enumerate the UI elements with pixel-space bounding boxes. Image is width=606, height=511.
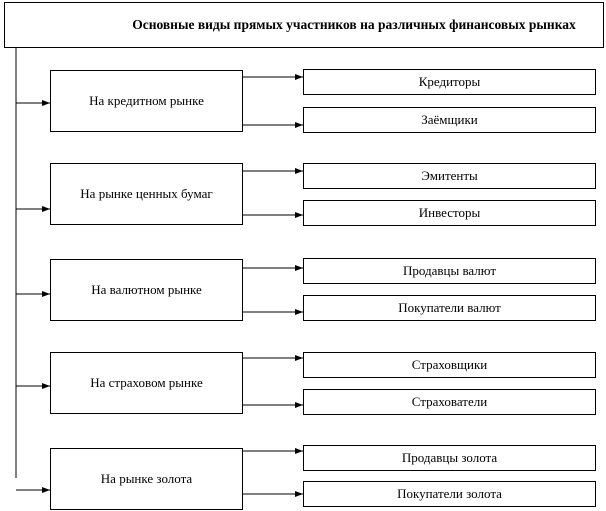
market-gold: На рынке золота — [50, 448, 243, 510]
market-securities: На рынке ценных бумаг — [50, 163, 243, 225]
participant-currency-sellers: Продавцы валют — [303, 258, 596, 284]
participant-investors: Инвесторы — [303, 200, 596, 226]
market-credit: На кредитном рынке — [50, 70, 243, 132]
participant-currency-buyers: Покупатели валют — [303, 295, 596, 321]
diagram-title: Основные виды прямых участников на различных финансовых рынках — [4, 2, 604, 48]
participant-gold-buyers: Покупатели золота — [303, 481, 596, 507]
market-currency: На валютном рынке — [50, 259, 243, 321]
participant-creditors: Кредиторы — [303, 69, 596, 95]
participant-issuers: Эмитенты — [303, 163, 596, 189]
participant-insurers: Страховщики — [303, 352, 596, 378]
participant-gold-sellers: Продавцы золота — [303, 445, 596, 471]
participant-policyholders: Страхователи — [303, 389, 596, 415]
participant-borrowers: Заёмщики — [303, 107, 596, 133]
market-insurance: На страховом рынке — [50, 352, 243, 414]
